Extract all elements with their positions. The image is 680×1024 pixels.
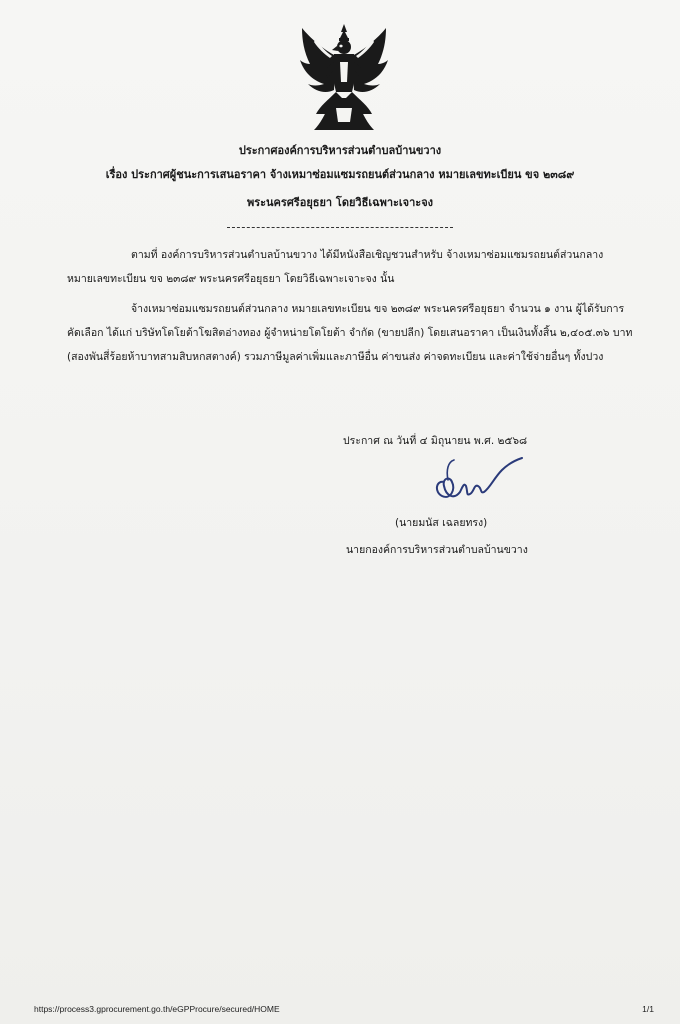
announcement-date: ประกาศ ณ วันที่ ๔ มิถุนายน พ.ศ. ๒๕๖๘ bbox=[343, 435, 528, 447]
signer-position: นายกองค์การบริหารส่วนตำบลบ้านขวาง bbox=[346, 544, 528, 556]
signer-name: (นายมนัส เฉลยทรง) bbox=[395, 517, 488, 529]
footer-page-number: 1/1 bbox=[642, 1004, 654, 1014]
garuda-emblem-icon bbox=[296, 22, 392, 134]
document-title-line-1: ประกาศองค์การบริหารส่วนตำบลบ้านขวาง bbox=[238, 144, 442, 157]
handwritten-signature-icon bbox=[430, 452, 526, 504]
document-subject-line: เรื่อง ประกาศผู้ชนะการเสนอราคา จ้างเหมาซ่อมแซมรถยนต์ส่วนกลาง หมายเลขทะเบียน ขจ ๒๓๘๙ bbox=[105, 168, 575, 181]
body-paragraph-1: ตามที่ องค์การบริหารส่วนตำบลบ้านขวาง ได้มีหนังสือเชิญชวนสำหรับ จ้างเหมาซ่อมแซมรถยนต์ส่วนกลาง หมายเลขทะเบียน ขจ ๒๓๘๙ พระนครศรีอยุธยา โดยวิธีเฉพาะเจาะจง นั้น bbox=[67, 249, 604, 285]
body-paragraph-2: จ้างเหมาซ่อมแซมรถยนต์ส่วนกลาง หมายเลขทะเบียน ขจ ๒๓๘๙ พระนครศรีอยุธยา จำนวน ๑ งาน ผู้ได้รับการคัดเลือก ได้แก่ บริษัทโตโยต้าโฆสิตอ่างทอง ผู้จำหน่ายโตโยต้า จำกัด (ขายปลีก) โดยเสนอราคา เป็นเงินทั้งสิ้น ๒,๔๐๕.๓๖ บาท (สองพันสี่ร้อยห้าบาทสามสิบหกสตางค์) รวมภาษีมูลค่าเพิ่มและภาษีอื่น ค่าขนส่ง ค่าจดทะเบียน และค่าใช้จ่ายอื่นๆ ทั้งปวง bbox=[67, 303, 633, 363]
title-divider bbox=[227, 227, 453, 228]
document-subject-line-continued: พระนครศรีอยุธยา โดยวิธีเฉพาะเจาะจง bbox=[246, 196, 434, 209]
footer-url: https://process3.gprocurement.go.th/eGPProcure/secured/HOME bbox=[34, 1004, 280, 1014]
